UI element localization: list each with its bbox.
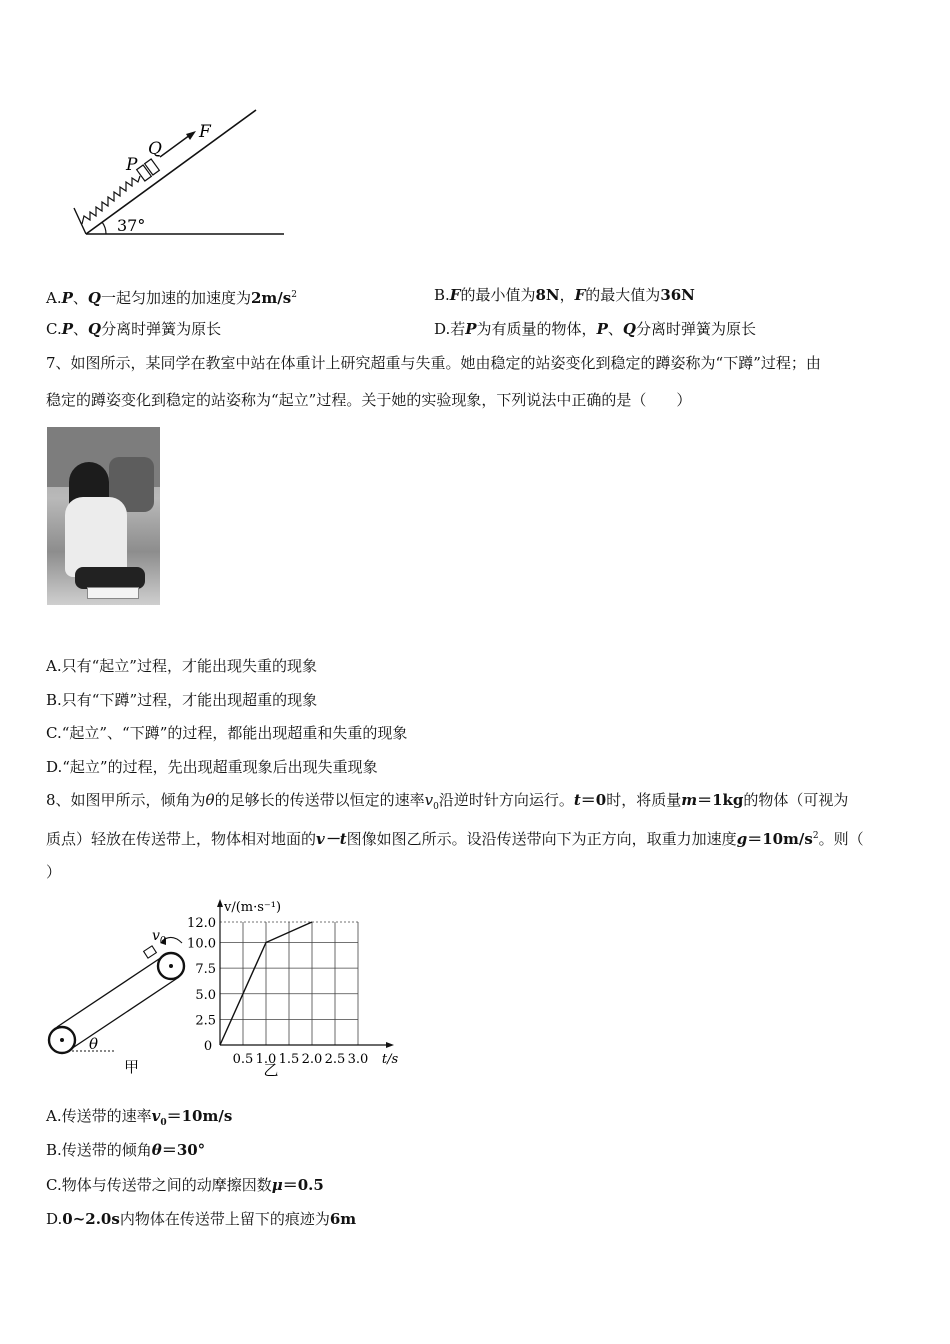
- value: 0~2.0s: [62, 1210, 120, 1228]
- q6-option-d: [434, 319, 756, 339]
- label-v0: $v_0$: [152, 928, 166, 946]
- sep: 、: [72, 289, 88, 307]
- option-text: B.传送带的倾角: [46, 1141, 152, 1159]
- force-arrowhead: [186, 131, 196, 140]
- x-tick-label: 1.0: [255, 1052, 277, 1067]
- var-q: Q: [88, 320, 102, 338]
- superscript: 2: [812, 831, 819, 841]
- option-text: 分离时弹簧为原长: [635, 320, 756, 338]
- value: 36N: [660, 286, 695, 304]
- value: ＝10m/s: [166, 1107, 233, 1125]
- q7-stem-line-1: 7、如图所示，某同学在教室中站在体重计上研究超重与失重。她由稳定的站姿变化到稳定的蹲姿称为“下蹲”过程；由: [46, 354, 821, 372]
- y-tick-label: 10.0: [187, 936, 216, 952]
- option-text: 一起匀加速的加速度为: [100, 289, 251, 307]
- q8-option-b: [46, 1140, 205, 1160]
- x-tick-label: 2.5: [324, 1052, 346, 1067]
- value: ＝30°: [161, 1141, 206, 1159]
- var-mu: μ: [271, 1176, 283, 1194]
- belt-block: [144, 946, 157, 958]
- pulley-bottom-center: [60, 1038, 64, 1042]
- belt-figure: [44, 925, 194, 1080]
- option-text: 为有质量的物体，: [476, 320, 597, 338]
- vt-chart: [187, 895, 409, 1080]
- stem-text: 沿逆时针方向运行。: [438, 791, 574, 809]
- q8-option-a: [46, 1106, 232, 1133]
- value: ＝1kg: [697, 791, 744, 809]
- chart-labels: [187, 900, 398, 1079]
- var-q: Q: [622, 320, 636, 338]
- var-p: P: [465, 320, 477, 338]
- stem-text: 时，将质量: [606, 791, 682, 809]
- var-m: m: [681, 791, 698, 809]
- q7-option-d: D.“起立”的过程，先出现超重现象后出现失重现象: [46, 758, 378, 776]
- value: ＝10m/s: [747, 830, 813, 848]
- label-theta: θ: [89, 1035, 99, 1053]
- q8-stem-line-2: [46, 826, 864, 849]
- scale-photo: [47, 427, 160, 605]
- chart-axes: [217, 899, 394, 1048]
- chart-caption: 乙: [263, 1061, 279, 1079]
- y-tick-label: 5.0: [195, 987, 216, 1003]
- value: ＝0.5: [282, 1176, 324, 1194]
- q7-option-a: A.只有“起立”过程，才能出现失重的现象: [46, 657, 317, 675]
- x-tick-label: 2.0: [301, 1052, 323, 1067]
- force-arrow: [160, 135, 190, 157]
- y-tick-label: 12.0: [187, 916, 216, 931]
- x-tick-label: 3.0: [347, 1052, 369, 1067]
- sep: ，: [559, 286, 575, 304]
- q8-option-d: [46, 1209, 356, 1229]
- label-q: Q: [148, 139, 162, 159]
- photo-legs: [75, 567, 145, 589]
- var-v: v: [424, 791, 434, 809]
- option-text: 的最大值为: [585, 286, 661, 304]
- var-f: F: [574, 286, 586, 304]
- option-prefix: D.若: [434, 320, 466, 338]
- label-f: F: [199, 122, 211, 142]
- option-text: A.传送带的速率: [46, 1107, 152, 1125]
- pulley-top-center: [169, 964, 173, 968]
- option-prefix: D.: [46, 1210, 63, 1228]
- subscript: 0: [433, 802, 439, 812]
- value: 8N: [535, 286, 560, 304]
- belt-bottom-edge: [68, 977, 179, 1051]
- value: 6m: [329, 1210, 357, 1228]
- q6-option-a: [46, 285, 297, 308]
- value: 2m/s: [251, 289, 292, 307]
- photo-body: [65, 497, 127, 577]
- var-p: P: [61, 289, 73, 307]
- y-tick-label: 7.5: [195, 962, 216, 978]
- option-prefix: C.: [46, 320, 62, 338]
- option-text: 的最小值为: [460, 286, 536, 304]
- label-p: P: [126, 155, 138, 175]
- stem-text: 。则（: [818, 830, 864, 848]
- var-q: Q: [87, 289, 101, 307]
- q7-stem-line-2: 稳定的蹲姿变化到稳定的站姿称为“起立”过程。关于她的实验现象，下列说法中正确的是（ ）: [46, 391, 692, 409]
- y-axis-label: v/(m·s⁻¹): [224, 900, 282, 915]
- x-axis-label: t/s: [381, 1052, 399, 1067]
- value: ＝0: [580, 791, 607, 809]
- q6-option-c: [46, 319, 221, 339]
- var-p: P: [596, 320, 608, 338]
- x-tick-label: 0.5: [232, 1052, 254, 1067]
- option-text: 内物体在传送带上留下的痕迹为: [119, 1210, 330, 1228]
- chart-grid: [220, 922, 358, 1045]
- var-theta: θ: [205, 791, 215, 809]
- x-axis-arrowhead: [386, 1042, 394, 1048]
- incline-line: [86, 110, 256, 234]
- q6-option-b: [434, 285, 695, 305]
- var-vt: v－t: [316, 830, 347, 848]
- angle-arc: [102, 222, 106, 234]
- stem-text: 质点）轻放在传送带上，物体相对地面的: [46, 830, 317, 848]
- stem-text: 的足够长的传送带以恒定的速率: [214, 791, 425, 809]
- subscript: 0: [160, 1118, 167, 1128]
- stem-text: 8、如图甲所示，倾角为: [46, 791, 206, 809]
- stem-text: 的物体（可视为: [743, 791, 849, 809]
- var-f: F: [449, 286, 461, 304]
- superscript: 2: [291, 290, 297, 300]
- var-p: P: [61, 320, 73, 338]
- option-text: 分离时弹簧为原长: [101, 320, 222, 338]
- y-tick-label: 2.5: [195, 1013, 216, 1029]
- belt-top-edge: [57, 955, 165, 1027]
- origin-label: 0: [203, 1039, 213, 1054]
- sep: 、: [607, 320, 623, 338]
- label-angle: 37°: [117, 216, 146, 235]
- q8-option-c: [46, 1175, 324, 1195]
- x-tick-label: 1.5: [278, 1052, 300, 1067]
- option-prefix: A.: [46, 289, 62, 307]
- option-text: C.物体与传送带之间的动摩擦因数: [46, 1176, 272, 1194]
- q8-stem-line-1: [46, 790, 848, 817]
- q7-option-c: C.“起立”、“下蹲”的过程，都能出现超重和失重的现象: [46, 724, 408, 742]
- caption-jia: 甲: [124, 1058, 140, 1076]
- var-t: t: [573, 791, 581, 809]
- wall-line: [74, 208, 86, 234]
- stem-text: 图像如图乙所示。设沿传送带向下为正方向，取重力加速度: [346, 830, 737, 848]
- photo-scale: [87, 587, 139, 599]
- var-theta: θ: [151, 1141, 162, 1159]
- option-prefix: B.: [434, 286, 450, 304]
- var-v: v: [151, 1107, 161, 1125]
- incline-figure: [60, 100, 300, 245]
- var-g: g: [736, 830, 748, 848]
- sep: 、: [73, 320, 89, 338]
- y-axis-arrowhead: [217, 899, 223, 907]
- q7-option-b: B.只有“下蹲”过程，才能出现超重的现象: [46, 691, 318, 709]
- q8-stem-line-3: ）: [46, 863, 62, 881]
